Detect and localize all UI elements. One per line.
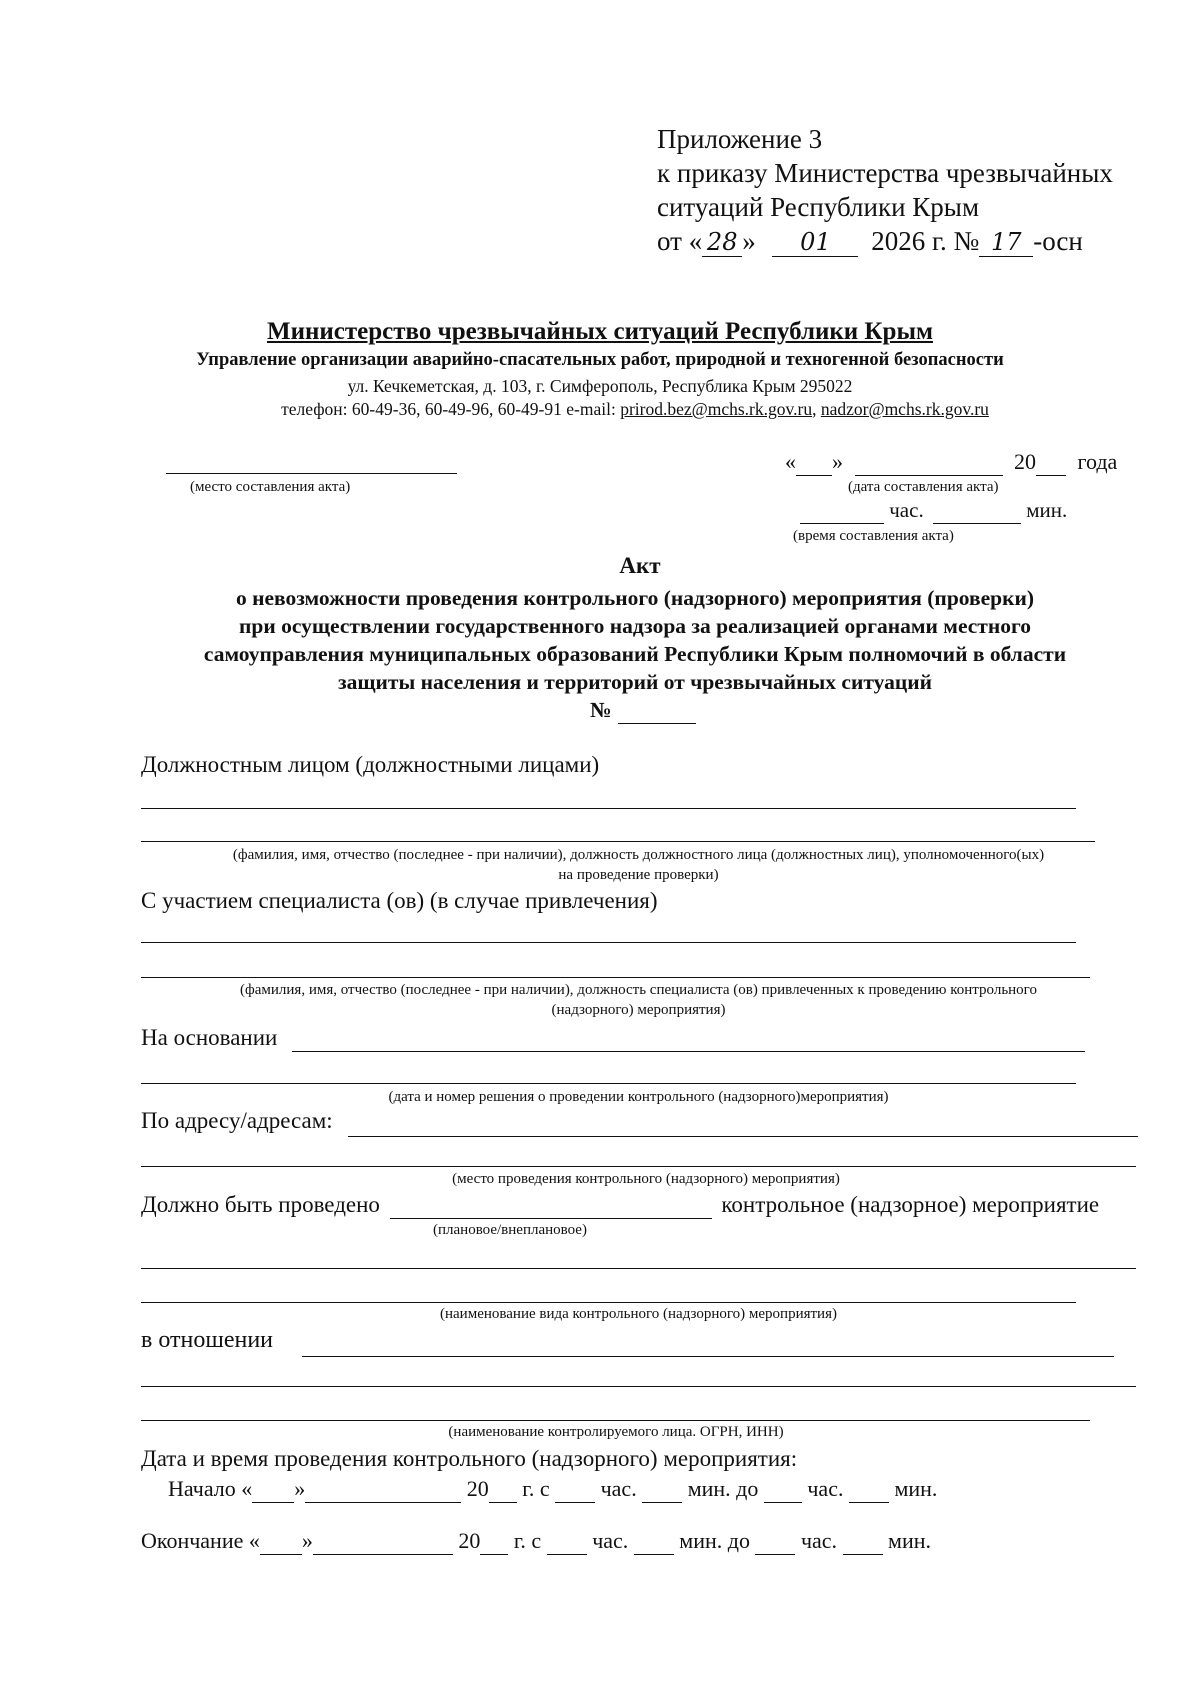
time-hours-field[interactable] — [800, 498, 884, 524]
regard-label: в отношении — [141, 1327, 274, 1353]
end-line — [141, 1528, 931, 1555]
act-subtitle-1: о невозможности проведения контрольного (надзорного) мероприятия (проверки) — [235, 586, 1035, 610]
date-quote-close: » — [832, 449, 843, 474]
officials-caption-2: на проведение проверки) — [558, 867, 719, 883]
address-field-line-1[interactable] — [348, 1136, 1138, 1137]
end-quote-close: » — [301, 1528, 313, 1553]
end-g-s: г. с — [513, 1528, 542, 1553]
appendix-order-line — [657, 226, 1083, 257]
conduct-line — [141, 1192, 1099, 1219]
end-minutes-to: мин. до — [679, 1528, 750, 1553]
start-label: Начало « — [168, 1476, 253, 1501]
act-title: Акт — [619, 553, 661, 578]
basis-label: На основании — [141, 1025, 278, 1050]
officials-field-line-1[interactable] — [141, 808, 1076, 809]
start-to-minutes-label: мин. — [894, 1476, 938, 1501]
end-to-minutes-field[interactable] — [843, 1528, 883, 1555]
start-to-hours-field[interactable] — [764, 1476, 802, 1503]
date-line — [785, 449, 1117, 476]
start-day-field[interactable] — [252, 1476, 294, 1503]
start-to-minutes-field[interactable] — [849, 1476, 889, 1503]
time-caption: (время составления акта) — [793, 528, 954, 544]
end-month-field[interactable] — [313, 1528, 453, 1555]
date-year-prefix: 20 — [1014, 449, 1036, 474]
act-number-line — [590, 698, 696, 724]
ministry-title: Министерство чрезвычайных ситуаций Республики Крым — [266, 318, 934, 345]
start-minutes-to: мин. до — [687, 1476, 759, 1501]
specialists-caption-1: (фамилия, имя, отчество (последнее - при наличии), должность специалиста (ов) привлеченных к проведению контрольного — [240, 982, 1037, 998]
start-year-prefix: 20 — [466, 1476, 489, 1501]
act-number-field[interactable] — [618, 698, 696, 724]
conduct-suffix: контрольное (надзорное) мероприятие — [721, 1192, 1100, 1217]
time-line — [800, 498, 1067, 524]
place-field-line[interactable] — [166, 473, 457, 474]
email-separator: , — [812, 399, 817, 419]
specialists-field-line-2[interactable] — [141, 977, 1090, 978]
appendix-line-1: Приложение 3 — [657, 124, 823, 154]
contacts-line — [0, 399, 1200, 420]
conduct-label: Должно быть проведено — [141, 1192, 380, 1217]
officials-label: Должностным лицом (должностными лицами) — [141, 752, 600, 777]
time-minutes-field[interactable] — [933, 498, 1021, 524]
act-subtitle-2: при осуществлении государственного надзора за реализацией органами местного — [239, 614, 1031, 638]
phone-text: телефон: 60-49-36, 60-49-96, 60-49-91 e-mail: — [281, 399, 616, 419]
order-year-number: 2026 г. № — [871, 226, 980, 256]
date-caption: (дата составления акта) — [848, 479, 999, 495]
conduct-type-field[interactable] — [390, 1192, 712, 1219]
basis-field-line-1[interactable] — [292, 1051, 1085, 1052]
address-label: По адресу/адресам: — [141, 1108, 333, 1133]
end-year-prefix: 20 — [458, 1528, 481, 1553]
order-number-suffix: -осн — [1033, 226, 1083, 256]
regard-caption: (наименование контролируемого лица. ОГРН, ИНН) — [448, 1424, 784, 1440]
start-to-hours-label: час. — [807, 1476, 844, 1501]
conduct-caption: (плановое/внеплановое) — [433, 1222, 587, 1238]
kind-field-line-2[interactable] — [141, 1302, 1076, 1303]
act-subtitle-3: самоуправления муниципальных образований Республики Крым полномочий в области — [203, 642, 1067, 666]
start-year-field[interactable] — [489, 1476, 517, 1503]
end-hours-label: час. — [592, 1528, 629, 1553]
end-to-minutes-label: мин. — [888, 1528, 932, 1553]
act-number-label: № — [590, 698, 612, 722]
start-from-minutes-field[interactable] — [642, 1476, 682, 1503]
act-subtitle-4: защиты населения и территорий от чрезвычайных ситуаций — [337, 670, 933, 694]
order-month-handwritten: 01 — [772, 228, 858, 257]
regard-field-line-3[interactable] — [141, 1420, 1090, 1421]
end-year-field[interactable] — [480, 1528, 508, 1555]
basis-field-line-2[interactable] — [141, 1083, 1076, 1084]
end-to-hours-field[interactable] — [755, 1528, 795, 1555]
address-caption: (место проведения контрольного (надзорного) мероприятия) — [452, 1171, 840, 1187]
address-field-line-2[interactable] — [141, 1166, 1136, 1167]
department-name: Управление организации аварийно-спасательных работ, природной и техногенной безопасности — [196, 350, 1004, 370]
end-label: Окончание « — [141, 1528, 260, 1553]
end-from-minutes-field[interactable] — [634, 1528, 674, 1555]
time-hours-label: час. — [889, 498, 924, 522]
regard-field-line-1[interactable] — [302, 1356, 1114, 1357]
specialists-field-line-1[interactable] — [141, 942, 1076, 943]
start-g-s: г. с — [522, 1476, 550, 1501]
officials-field-line-2[interactable] — [141, 841, 1095, 842]
ministry-address: ул. Кечкеметская, д. 103, г. Симферополь, Республика Крым 295022 — [347, 376, 853, 396]
date-month-field[interactable] — [855, 449, 1003, 476]
kind-field-line-1[interactable] — [141, 1268, 1136, 1269]
email-link-prirod[interactable]: prirod.bez@mchs.rk.gov.ru — [620, 399, 813, 419]
datetime-label: Дата и время проведения контрольного (надзорного) мероприятия: — [141, 1446, 798, 1471]
end-from-hours-field[interactable] — [547, 1528, 587, 1555]
order-from-close: » — [742, 226, 756, 256]
start-quote-close: » — [294, 1476, 306, 1501]
appendix-line-2: к приказу Министерства чрезвычайных — [657, 158, 1113, 188]
place-caption: (место составления акта) — [190, 479, 351, 495]
regard-field-line-2[interactable] — [141, 1386, 1136, 1387]
specialists-label: С участием специалиста (ов) (в случае привлечения) — [141, 888, 658, 913]
start-line — [168, 1476, 937, 1503]
order-day-handwritten: 28 — [702, 228, 742, 257]
end-day-field[interactable] — [260, 1528, 302, 1555]
order-from-prefix: от « — [657, 226, 703, 256]
kind-caption: (наименование вида контрольного (надзорного) мероприятия) — [440, 1306, 837, 1322]
basis-caption: (дата и номер решения о проведении контрольного (надзорного)мероприятия) — [388, 1089, 889, 1105]
officials-caption-1: (фамилия, имя, отчество (последнее - при наличии), должность должностного лица (должностных лиц), уполномоченного(ых) — [232, 847, 1045, 863]
start-month-field[interactable] — [305, 1476, 461, 1503]
date-quote-open: « — [785, 449, 796, 474]
appendix-line-3: ситуаций Республики Крым — [657, 192, 980, 222]
specialists-caption-2: (надзорного) мероприятия) — [551, 1002, 726, 1018]
start-hours-label: час. — [600, 1476, 637, 1501]
start-from-hours-field[interactable] — [555, 1476, 595, 1503]
end-to-hours-label: час. — [800, 1528, 838, 1553]
date-year-field[interactable] — [1036, 449, 1066, 476]
email-link-nadzor[interactable]: nadzor@mchs.rk.gov.ru — [820, 399, 989, 419]
order-number-handwritten: 17 — [979, 228, 1033, 257]
date-day-field[interactable] — [796, 449, 832, 476]
time-minutes-label: мин. — [1026, 498, 1068, 522]
date-year-suffix: года — [1077, 449, 1118, 474]
